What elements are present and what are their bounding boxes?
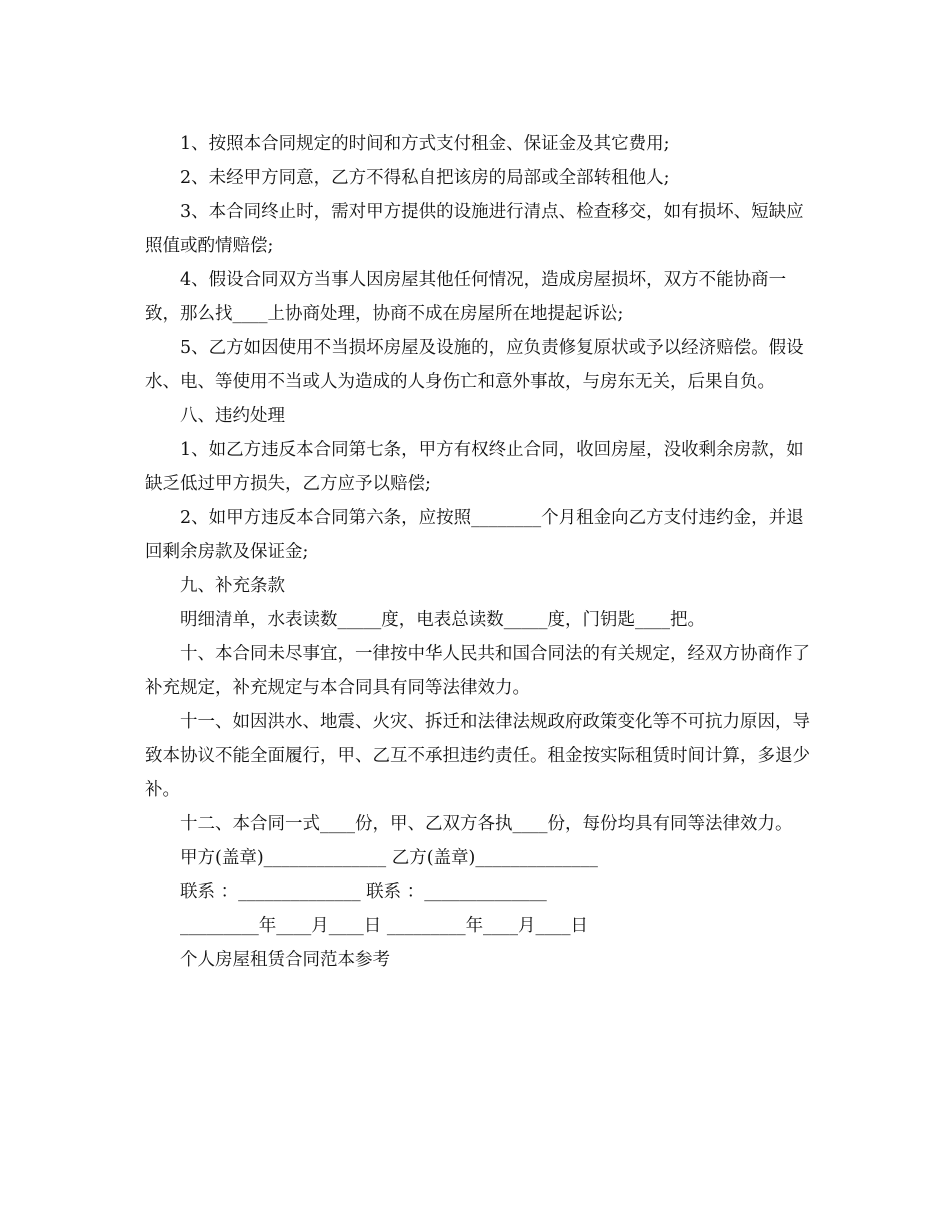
section-twelve: 十二、本合同一式____份，甲、乙双方各执____份，每份均具有同等法律效力。	[180, 814, 793, 834]
clause-3: 3、本合同终止时，需对甲方提供的设施进行清点、检查移交，如有损坏、短缺应照值或酌情赔偿;	[145, 202, 804, 256]
section-heading-supplement: 九、补充条款	[180, 576, 285, 596]
signature-party-line: 甲方(盖章)______________ 乙方(盖章)______________	[180, 848, 598, 868]
breach-clause-2: 2、如甲方违反本合同第六条，应按照________个月租金向乙方支付违约金，并退回剩余房款及保证金;	[145, 508, 804, 562]
clause-2: 2、未经甲方同意，乙方不得私自把该房的局部或全部转租他人;	[180, 168, 670, 188]
clause-4: 4、假设合同双方当事人因房屋其他任何情况，造成房屋损坏，双方不能协商一致，那么找____上协商处理，协商不成在房屋所在地提起诉讼;	[145, 270, 787, 324]
signature-contact-line: 联系 ：______________ 联系 ：______________	[180, 882, 547, 902]
clause-1: 1、按照本合同规定的时间和方式支付租金、保证金及其它费用;	[180, 134, 670, 154]
section-heading-breach: 八、违约处理	[180, 406, 285, 426]
footer-title: 个人房屋租赁合同范本参考	[180, 950, 390, 970]
section-eleven: 十一、如因洪水、地震、火灾、拆迁和法律法规政府政策变化等不可抗力原因，导致本协议不能全面履行，甲、乙互不承担违约责任。租金按实际租赁时间计算，多退少补。	[145, 712, 810, 800]
document-page	[145, 127, 811, 977]
clause-5: 5、乙方如因使用不当损坏房屋及设施的，应负责修复原状或予以经济赔偿。假设水、电、等使用不当或人为造成的人身伤亡和意外事故，与房东无关，后果自负。	[145, 338, 804, 392]
signature-date-line: _________年____月____日 _________年____月____日	[180, 916, 589, 936]
breach-clause-1: 1、如乙方违反本合同第七条，甲方有权终止合同，收回房屋，没收剩余房款，如缺乏低过甲方损失，乙方应予以赔偿;	[145, 440, 804, 494]
inventory-list: 明细清单，水表读数_____度，电表总读数_____度，门钥匙____把。	[180, 610, 705, 630]
section-ten: 十、本合同未尽事宜，一律按中华人民共和国合同法的有关规定，经双方协商作了补充规定，补充规定与本合同具有同等法律效力。	[145, 644, 810, 698]
